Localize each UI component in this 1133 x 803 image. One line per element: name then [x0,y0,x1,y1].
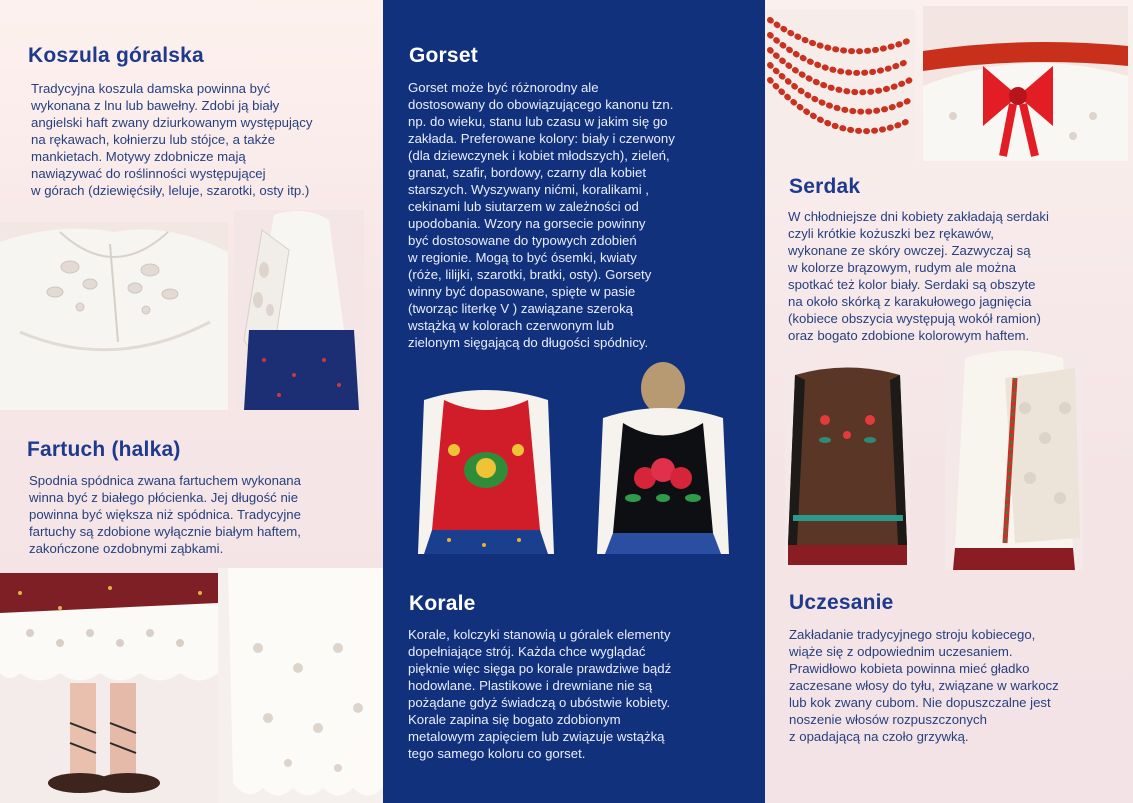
white-vest-photo [945,348,1083,570]
uczesanie-text: Zakładanie tradycyjnego stroju kobiecego, wiąże się z odpowiednim uczesaniem. Prawidłowo kobieta powinna mieć gładko zaczesane włosy do tyłu, związane w warkocz lub kok zwany cubom. Nie dopuszczalne jest noszenie włosów rozpuszczonych z opadającą na czoło grzywką. [789,627,1059,744]
gorset-text: Gorset może być różnorodny ale dostosowany do obowiązującego kanonu tzn. np. do wieku, stanu lub czasu w jakim się go zakłada. Preferowane kolory: biały i czerwony (dla dziewczynek i kobiet młodszych), zieleń, granat, szafir, bordowy, czarny dla kobiet starszych. Wyszywany nićmi, koralikami , cekinami lub siutarzem w zależności od upodobania. Wzory na gorsecie powinny być dostosowane do typowych zdobień w regionie. Mogą to być ósemki, kwiaty (róże, lilijki, szarotki, bratki, osty). Gorsety winny być dopasowane, spięte w pasie (tworząc literkę V ) zawiązane szeroką wstążką w kolorach czerwonym lub zielonym sięgającą do długości spódnicy. [408,80,675,350]
serdak-text: W chłodniejsze dni kobiety zakładają serdaki czyli krótkie kożuszki bez rękawów, wykonane ze skóry owczej. Zazwyczaj są w kolorze brązowym, rudym ale można spotkać też kolor biały. Serdaki są obszyte na około skórką z karakułowego jagnięcia (kobiece obszycia występują wokół ramion) oraz bogato zdobione kolorowym haftem. [788,209,1049,343]
middle-panel [383,0,765,803]
serdak-title: Serdak [789,175,861,198]
korale-text: Korale, kolczyki stanowią u góralek elementy dopełniające strój. Każda chce wyglądać pięknie więc sięga po korale prawdziwe bądź hodowlane. Plastikowe i drewniane nie są pożądane gdyż świadczą o ubóstwie kobiety. Korale zapina się bogato zdobionym metalowym zapięciem lub związuje wstążką tego samego koloru co gorset. [408,627,672,761]
brown-vest-photo [785,365,910,565]
black-corset-photo [593,358,733,554]
shirt-front-photo [0,222,228,410]
fartuch-text: Spodnia spódnica zwana fartuchem wykonana winna być z białego płócienka. Jej długość nie powinna być większa niż spódnica. Tradycyjne fartuchy są zdobione wyłącznie białym haftem, zakończone ozdobnymi ząbkami. [29,473,301,556]
koszula-text: Tradycyjna koszula damska powinna być wykonana z lnu lub bawełny. Zdobi ją biały angielski haft zwany dziurkowanym występujący na rękawach, kołnierzu lub stójce, a także mankietach. Motywy zdobnicze mają nawiązywać do roślinności występującej w górach (dziewięćsiły, leluje, szarotki, osty itp.) [31,81,313,198]
coral-necklace-photo [765,10,915,165]
petticoat-legs-photo [0,573,218,803]
koszula-title: Koszula góralska [28,44,204,67]
petticoat-lace-photo [218,568,383,803]
korale-title: Korale [409,592,476,615]
red-corset-photo [414,380,558,554]
shirt-side-photo [234,210,364,410]
fartuch-title: Fartuch (halka) [27,438,181,461]
gorset-title: Gorset [409,44,478,67]
left-panel [0,0,383,803]
right-panel [765,0,1133,803]
ribbon-collar-photo [923,6,1128,161]
uczesanie-title: Uczesanie [789,591,894,614]
